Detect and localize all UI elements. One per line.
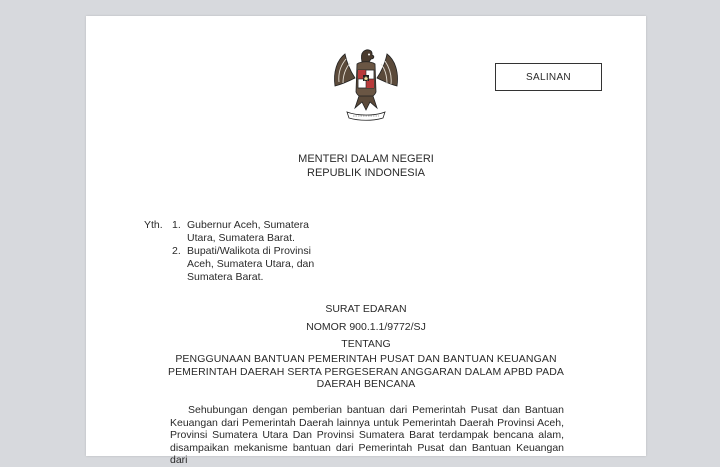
letterhead-line-1: MENTERI DALAM NEGERI: [298, 153, 434, 165]
recipient-number: 1.: [172, 219, 181, 231]
letter-about: TENTANG: [341, 338, 391, 350]
letterhead-line-2: REPUBLIK INDONESIA: [307, 167, 425, 179]
recipient-number: 2.: [172, 245, 181, 257]
opening-paragraph: Sehubungan dengan pemberian bantuan dari Pemerintah Pusat dan Bantuan Keuangan dari Pemerintah Daerah lainnya untuk Pemerintah Daerah Provinsi Aceh, Provinsi Sumatera Utara Dan Provinsi Sumatera Barat terdampak bencana alam, disampaikan mekanisme bantuan dari Pemerintah Pusat dan Bantuan Keuangan dari: [170, 404, 564, 466]
letter-subject: PENGGUNAAN BANTUAN PEMERINTAH PUSAT DAN BANTUAN KEUANGAN PEMERINTAH DAERAH SERTA PERGESERAN ANGGARAN DALAM APBD PADA DAERAH BENCANA: [167, 353, 565, 390]
document-page: [86, 16, 646, 466]
letter-type: SURAT EDARAN: [325, 303, 407, 315]
copy-stamp: SALINAN: [495, 63, 602, 91]
garuda-emblem-icon: [329, 46, 403, 122]
recipient-text: Bupati/Walikota di Provinsi Aceh, Sumatera Utara, dan Sumatera Barat.: [187, 245, 315, 283]
letterhead: [86, 152, 646, 180]
recipient-text: Gubernur Aceh, Sumatera Utara, Sumatera Barat.: [187, 219, 309, 244]
letter-number: NOMOR 900.1.1/9772/SJ: [306, 321, 426, 333]
salutation: Yth.: [144, 219, 163, 231]
